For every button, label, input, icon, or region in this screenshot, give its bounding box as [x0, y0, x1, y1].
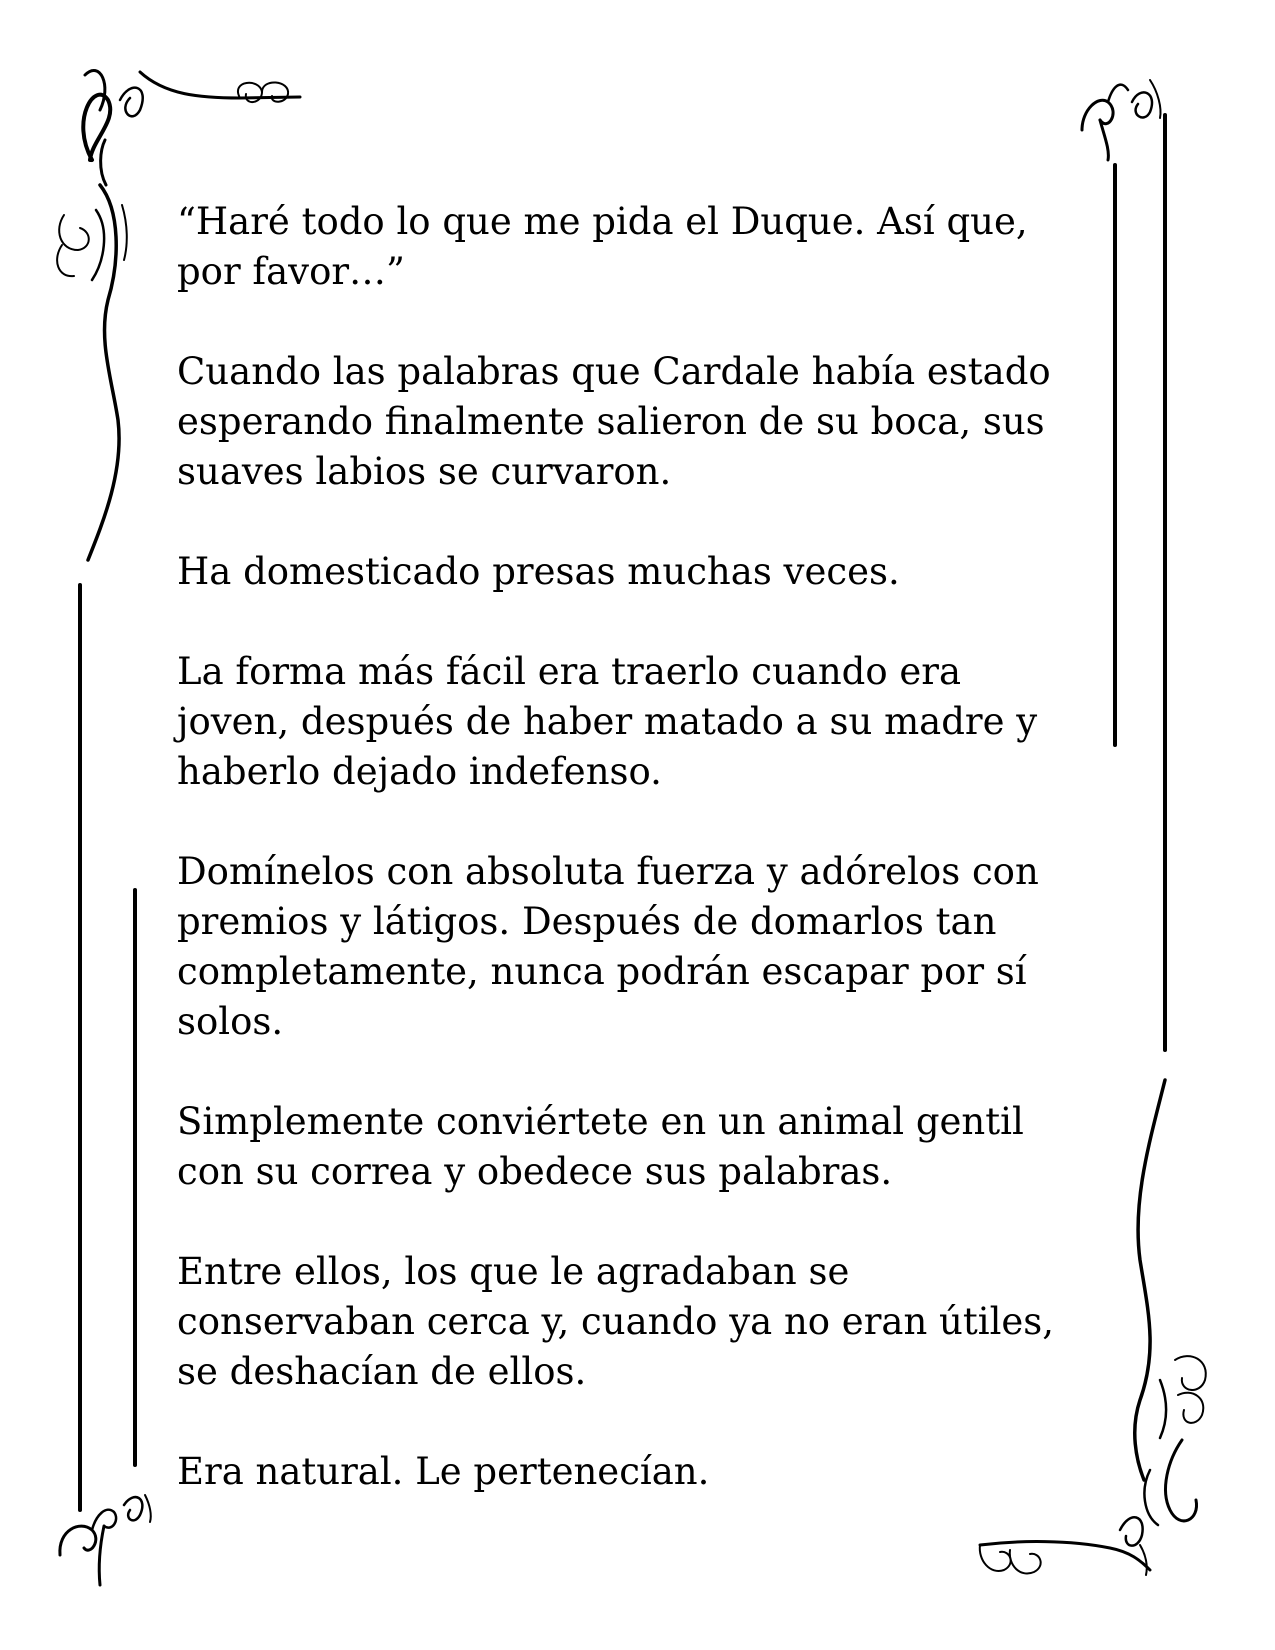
text-line: conservaban cerca y, cuando ya no eran útiles,: [177, 1300, 1055, 1343]
text-line: premios y látigos. Después de domarlos tan: [177, 900, 997, 943]
text-line: Cuando las palabras que Cardale había estado: [177, 350, 1051, 393]
text-line: con su correa y obedece sus palabras.: [177, 1150, 893, 1193]
text-line: Simplemente conviértete en un animal gentil: [177, 1100, 1024, 1143]
text-line: por favor…”: [177, 250, 405, 293]
flourish-bottom-left: [60, 890, 151, 1585]
text-line: haberlo dejado indefenso.: [177, 750, 662, 793]
paragraph: [177, 197, 1092, 297]
text-line: Ha domesticado presas muchas veces.: [177, 550, 900, 593]
paragraph: [177, 1447, 1092, 1497]
paragraph: [177, 847, 1092, 1047]
paragraph: [177, 647, 1092, 797]
text-line: Era natural. Le pertenecían.: [177, 1450, 710, 1493]
paragraph: [177, 1097, 1092, 1197]
text-line: Entre ellos, los que le agradaban se: [177, 1250, 850, 1293]
text-line: “Haré todo lo que me pida el Duque. Así que,: [177, 200, 1028, 243]
text-line: suaves labios se curvaron.: [177, 450, 672, 493]
text-line: joven, después de haber matado a su madre y: [177, 700, 1038, 743]
text-line: Domínelos con absoluta fuerza y adórelos con: [177, 850, 1039, 893]
text-line: La forma más fácil era traerlo cuando era: [177, 650, 962, 693]
text-line: se deshacían de ellos.: [177, 1350, 587, 1393]
paragraph: [177, 547, 1092, 597]
text-line: esperando finalmente salieron de su boca, sus: [177, 400, 1045, 443]
paragraph: [177, 1247, 1092, 1397]
paragraph: [177, 347, 1092, 497]
body-text: [177, 197, 1092, 1547]
flourish-top-right: [1082, 80, 1165, 1050]
text-line: solos.: [177, 1000, 284, 1043]
text-line: completamente, nunca podrán escapar por sí: [177, 950, 1027, 993]
